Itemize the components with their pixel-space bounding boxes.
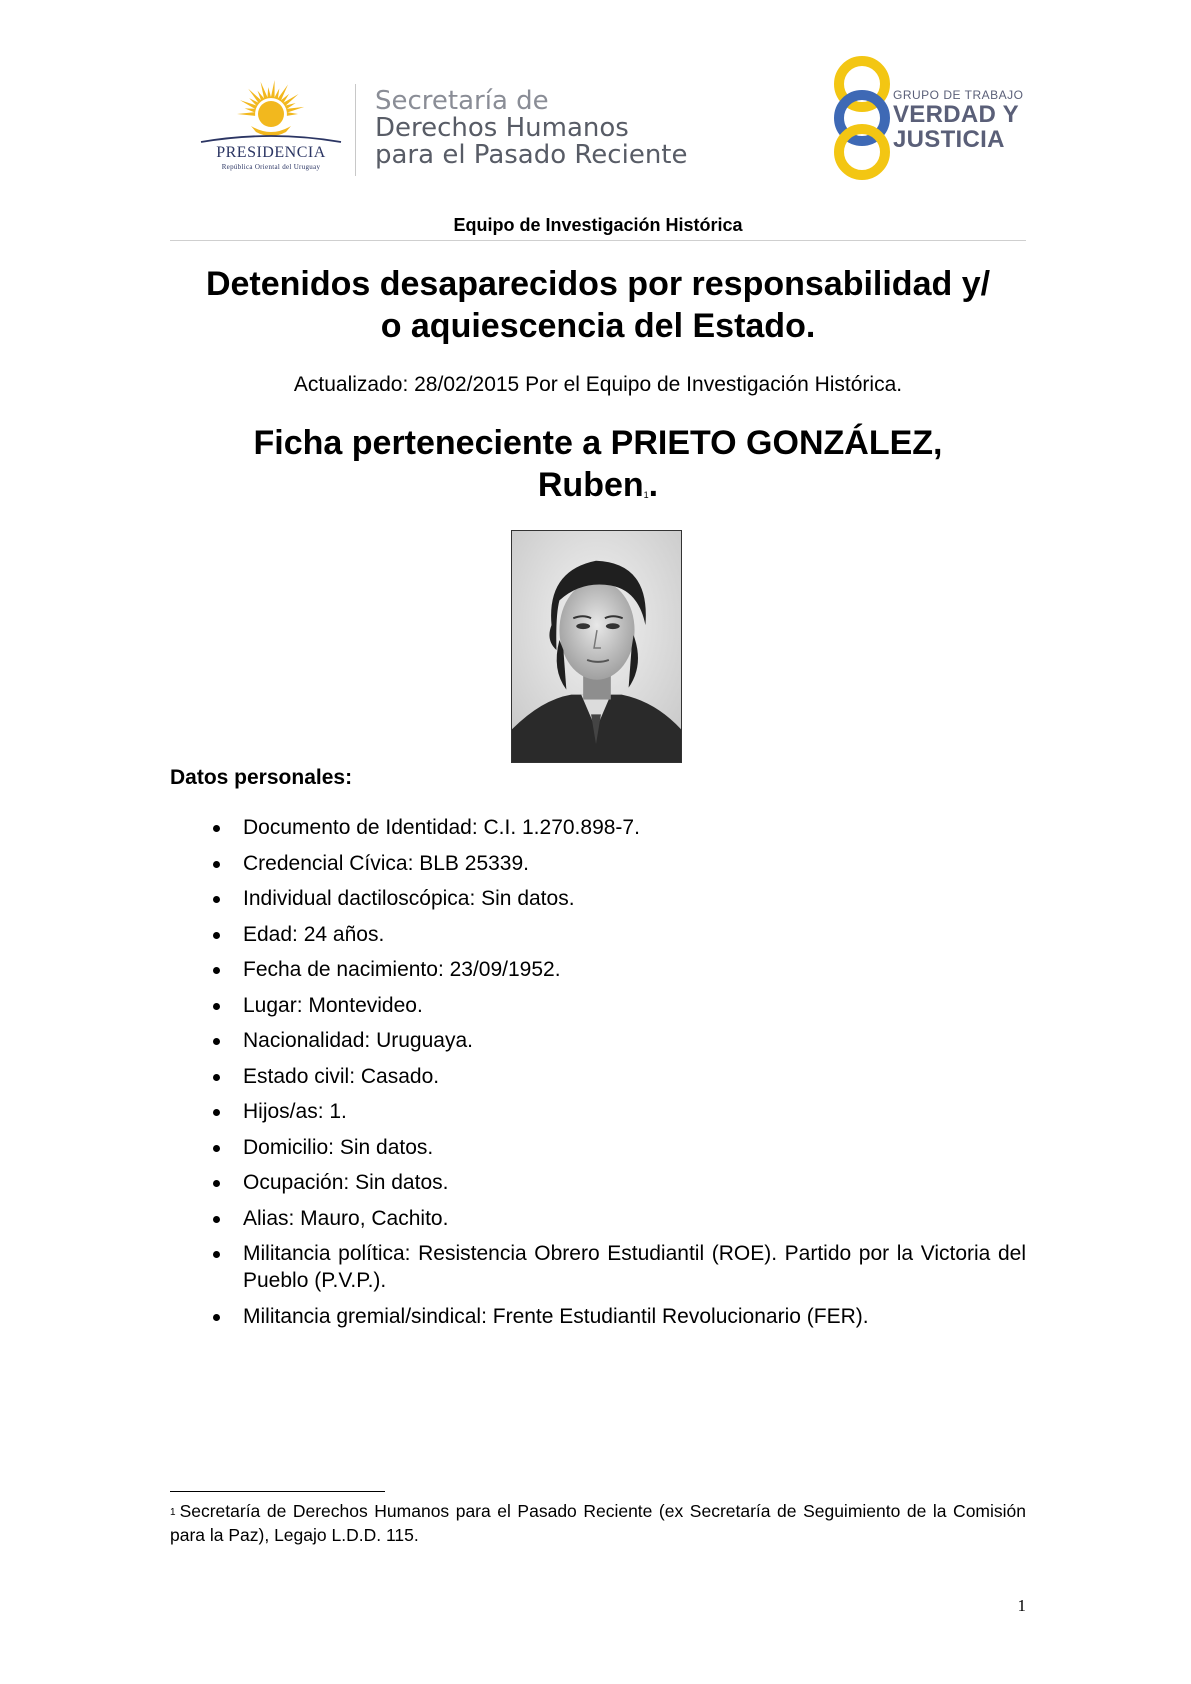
secretaria-wordmark — [375, 88, 687, 169]
document-title — [170, 263, 1026, 347]
list-item: Hijos/as: 1. — [170, 1098, 1026, 1125]
list-item: Lugar: Montevideo. — [170, 992, 1026, 1019]
title-line-1: Detenidos desaparecidos por responsabilidad y/ — [205, 265, 991, 303]
grupo-de-trabajo-label: GRUPO DE TRABAJO — [893, 88, 1024, 102]
secretaria-line-3: para el Pasado Reciente — [375, 140, 688, 170]
footnote-ref[interactable]: 1 — [643, 490, 649, 500]
verdad-justicia-rings-logo — [822, 56, 902, 180]
sun-ray — [271, 80, 275, 98]
personal-data-heading: Datos personales: — [170, 766, 353, 789]
footnote — [170, 1499, 1026, 1547]
sun-ray — [237, 112, 255, 116]
title-line-2: o aquiescencia del Estado. — [380, 307, 816, 345]
sun-ray — [287, 112, 298, 116]
list-item: Militancia gremial/sindical: Frente Estudiantil Revolucionario (FER). — [170, 1303, 1026, 1330]
secretaria-line-2: Derechos Humanos — [375, 113, 629, 143]
personal-data-list — [170, 814, 1026, 1338]
list-item: Documento de Identidad: C.I. 1.270.898-7. — [170, 814, 1026, 841]
sun-base — [251, 126, 291, 136]
sun-ray — [286, 107, 304, 113]
team-label: Equipo de Investigación Histórica — [453, 215, 743, 235]
list-item: Individual dactiloscópica: Sin datos. — [170, 885, 1026, 912]
footnote-separator — [170, 1491, 385, 1492]
sun-ray — [277, 85, 288, 102]
header-divider — [355, 84, 356, 176]
list-item: Alias: Mauro, Cachito. — [170, 1205, 1026, 1232]
verdad-y-label: VERDAD Y — [893, 101, 1019, 128]
list-item: Militancia política: Resistencia Obrero Estudiantil (ROE). Partido por la Victoria del Pueblo (P.V.P.). — [170, 1240, 1026, 1294]
presidencia-subtitle: República Oriental del Uruguay — [221, 163, 321, 171]
page-number: 1 — [1017, 1596, 1026, 1615]
header-rule — [170, 240, 1026, 241]
updated-line: Actualizado: 28/02/2015 Por el Equipo de Investigación Histórica. — [293, 373, 903, 396]
justicia-label: JUSTICIA — [893, 126, 1005, 153]
list-item: Credencial Cívica: BLB 25339. — [170, 850, 1026, 877]
footnote-text: Secretaría de Derechos Humanos para el Pasado Reciente (ex Secretaría de Seguimiento de la Comisión para la Paz), Legajo L.D.D. 115. — [170, 1501, 1026, 1545]
list-item: Fecha de nacimiento: 23/09/1952. — [170, 956, 1026, 983]
secretaria-line-1: Secretaría de — [375, 86, 549, 116]
footnote-number: 1 — [170, 1507, 176, 1518]
ficha-prefix: Ficha perteneciente a PRIETO GONZÁLEZ, — [253, 424, 943, 462]
ficha-heading — [170, 422, 1026, 506]
list-item: Domicilio: Sin datos. — [170, 1134, 1026, 1161]
ficha-name: Ruben — [537, 466, 644, 504]
list-item: Ocupación: Sin datos. — [170, 1169, 1026, 1196]
list-item: Estado civil: Casado. — [170, 1063, 1026, 1090]
list-item: Nacionalidad: Uruguaya. — [170, 1027, 1026, 1054]
portrait-photo — [511, 530, 682, 763]
page-header — [0, 0, 1191, 190]
sun-ray — [267, 87, 271, 98]
verdad-justicia-wordmark — [893, 88, 1023, 152]
list-item: Edad: 24 años. — [170, 921, 1026, 948]
sun-ray — [245, 108, 256, 112]
ficha-suffix: . — [648, 466, 659, 504]
presidencia-wordmark: PRESIDENCIA — [216, 144, 326, 161]
